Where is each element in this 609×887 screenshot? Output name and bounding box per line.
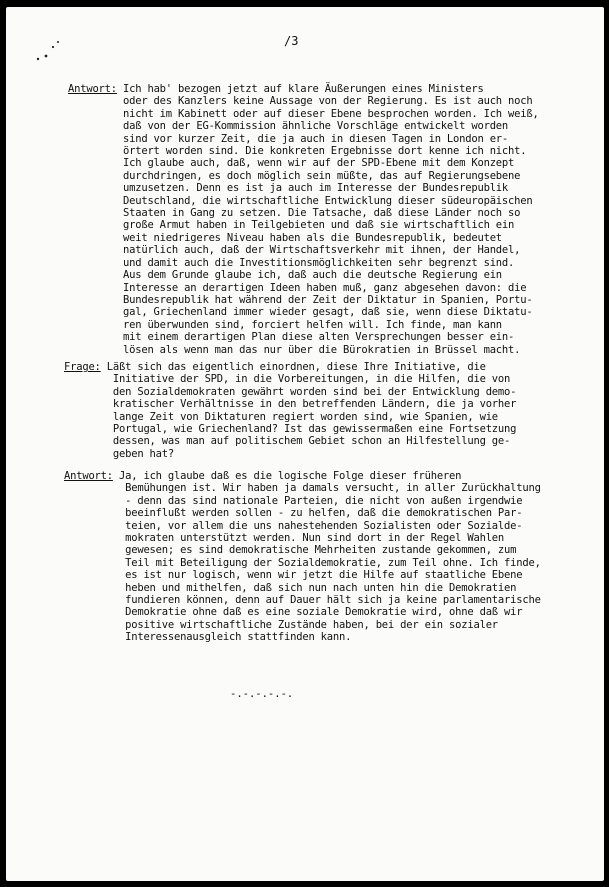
line-text: Deutschland, die wirtschaftliche Entwicklung dieser südeuropäischen — [68, 194, 533, 207]
line-text: positive wirtschaftliche Zustände haben, bei der ein sozialer — [64, 618, 498, 631]
text-line — [68, 133, 539, 145]
line-text: örtert worden sind. Die konkreten Ergebnisse dort kenne ich nicht. — [68, 145, 527, 158]
text-line — [68, 344, 539, 356]
line-text: dessen, was man auf politischem Gebiet schon an Hilfestellung ge- — [64, 435, 511, 448]
text-line — [68, 257, 539, 269]
speaker-label: Frage: — [64, 361, 101, 373]
text-line — [68, 219, 539, 231]
line-text: große Armut haben in Teilgebieten und daß sie wirtschaftlich ein — [68, 219, 515, 232]
line-text: kratischer Verhältnisse in den betreffenden Ländern, die ja vorher — [64, 398, 517, 411]
page-number: /3 — [284, 34, 299, 48]
line-text: Interesse an derartigen Ideen haben muß, ganz abgesehen davon: die — [68, 281, 527, 294]
text-line — [64, 520, 541, 532]
line-text: daß von der EG-Kommission ähnliche Vorschläge entwickelt worden — [68, 120, 509, 133]
text-line — [64, 532, 541, 544]
line-text: Interessenausgleich stattfinden kann. — [64, 631, 352, 644]
line-text: Ja, ich glaube daß es die logische Folge dieser früheren — [112, 470, 462, 482]
text-line — [64, 398, 516, 410]
text-line — [68, 95, 539, 107]
text-line — [64, 470, 541, 482]
line-text: heben und mithelfen, daß sich nun nach unten hin die Demokratien — [64, 581, 517, 594]
line-text: gewesen; es sind demokratische Mehrheiten zustande gekommen, zum — [64, 544, 517, 557]
text-line — [68, 269, 539, 281]
text-line — [64, 507, 541, 519]
text-line — [68, 331, 539, 343]
text-line — [68, 207, 539, 219]
text-line — [68, 319, 539, 331]
line-text: Läßt sich das eigentlich einordnen, diese Ihre Initiative, die — [100, 361, 486, 373]
text-line — [68, 145, 539, 157]
line-text: beeinflußt werden sollen - zu helfen, daß die demokratischen Par- — [64, 507, 523, 520]
text-line — [64, 544, 541, 556]
answer-block-2 — [64, 470, 541, 644]
question-block — [64, 361, 516, 460]
text-line — [64, 482, 541, 494]
line-text: nicht im Kabinett oder auf dieser Ebene besprochen worden. Ich weiß, — [68, 107, 539, 120]
line-text: den Sozialdemokraten gewährt worden sind bei der Entwicklung demo- — [64, 385, 517, 398]
line-text: Ich glaube auch, daß, wenn wir auf der SPD-Ebene mit dem Konzept — [68, 157, 515, 170]
text-line — [64, 631, 541, 643]
text-line — [64, 606, 541, 618]
text-line — [64, 557, 541, 569]
text-line — [64, 411, 516, 423]
line-text: und damit auch die Investitionsmöglichkeiten sehr begrenzt sind. — [68, 256, 515, 269]
text-line — [64, 386, 516, 398]
line-text: mit einem derartigen Plan diese alten Versprechungen besser ein- — [68, 331, 515, 344]
line-text: lösen als wenn man das nur über die Bürokratien in Brüssel macht. — [68, 343, 521, 356]
text-line — [68, 232, 539, 244]
line-text: Portugal, wie Griechenland? Ist das gewissermaßen eine Fortsetzung — [64, 423, 517, 436]
speaker-label: Antwort: — [68, 83, 117, 95]
text-line — [64, 373, 516, 385]
text-line — [68, 157, 539, 169]
text-line — [64, 423, 516, 435]
line-text: Bundesrepublik hat während der Zeit der Diktatur in Spanien, Portu- — [68, 293, 533, 306]
text-line — [68, 182, 539, 194]
line-text: mokraten unterstützt werden. Nun sind dort in der Regel Wahlen — [64, 532, 505, 545]
line-text: lange Zeit von Diktaturen regiert worden sind, wie Spanien, wie — [64, 410, 498, 423]
line-text: es ist nur logisch, wenn wir jetzt die Hilfe auf staatliche Ebene — [64, 569, 523, 582]
speaker-label: Antwort: — [64, 470, 113, 482]
line-text: gal, Griechenland immer wieder gesagt, daß sie, wenn diese Diktatu- — [68, 306, 533, 319]
text-line — [64, 361, 516, 373]
line-text: Bemühungen ist. Wir haben ja damals versucht, in aller Zurückhaltung — [64, 482, 541, 495]
line-text: teien, vor allem die uns nahestehenden Sozialisten oder Sozialde- — [64, 519, 523, 532]
answer-block-1 — [68, 83, 539, 356]
line-text: Ich hab' bezogen jetzt auf klare Äußerungen eines Ministers — [116, 83, 484, 95]
text-line — [64, 448, 516, 460]
text-line — [64, 594, 541, 606]
line-text: Teil mit Beteiligung der Sozialdemokratie, zum Teil ohne. Ich finde, — [64, 556, 541, 569]
line-text: Staaten in Gang zu setzen. Die Tatsache, daß diese Länder noch so — [68, 207, 521, 220]
text-line — [64, 569, 541, 581]
text-line — [68, 170, 539, 182]
line-text: Initiative der SPD, in die Vorbereitungen, in die Hilfen, die von — [64, 373, 511, 386]
line-text: ren überwunden sind, forciert helfen will. Ich finde, man kann — [68, 318, 502, 331]
text-line — [68, 294, 539, 306]
end-mark: -.-.-.-.-. — [230, 688, 294, 700]
text-line — [68, 282, 539, 294]
text-line — [68, 306, 539, 318]
line-text: natürlich auch, daß der Wirtschaftsverkehr mit ihnen, der Handel, — [68, 244, 521, 257]
line-text: umzusetzen. Denn es ist ja auch im Interesse der Bundesrepublik — [68, 182, 509, 195]
line-text: - denn das sind nationale Parteien, die nicht von außen irgendwie — [64, 494, 523, 507]
line-text: durchdringen, es doch möglich sein müßte, das auf Regierungsebene — [68, 169, 521, 182]
text-line — [68, 83, 539, 95]
text-line — [68, 108, 539, 120]
text-line — [64, 582, 541, 594]
line-text: sind vor kurzer Zeit, die ja auch in diesen Tagen in London er- — [68, 132, 509, 145]
text-line — [68, 244, 539, 256]
scan-specks — [34, 39, 74, 63]
text-line — [64, 435, 516, 447]
line-text: Demokratie ohne daß es eine soziale Demokratie wird, ohne daß wir — [64, 606, 523, 619]
line-text: fundieren können, denn auf Dauer hält sich ja keine parlamentarische — [64, 594, 541, 607]
text-line — [68, 120, 539, 132]
line-text: weit niedrigeres Niveau haben als die Bundesrepublik, bedeutet — [68, 231, 502, 244]
line-text: oder des Kanzlers keine Aussage von der Regierung. Es ist auch noch — [68, 95, 533, 108]
text-line — [64, 495, 541, 507]
line-text: Aus dem Grunde glaube ich, daß auch die deutsche Regierung ein — [68, 269, 502, 282]
line-text: geben hat? — [64, 447, 175, 460]
text-line — [64, 619, 541, 631]
text-line — [68, 195, 539, 207]
